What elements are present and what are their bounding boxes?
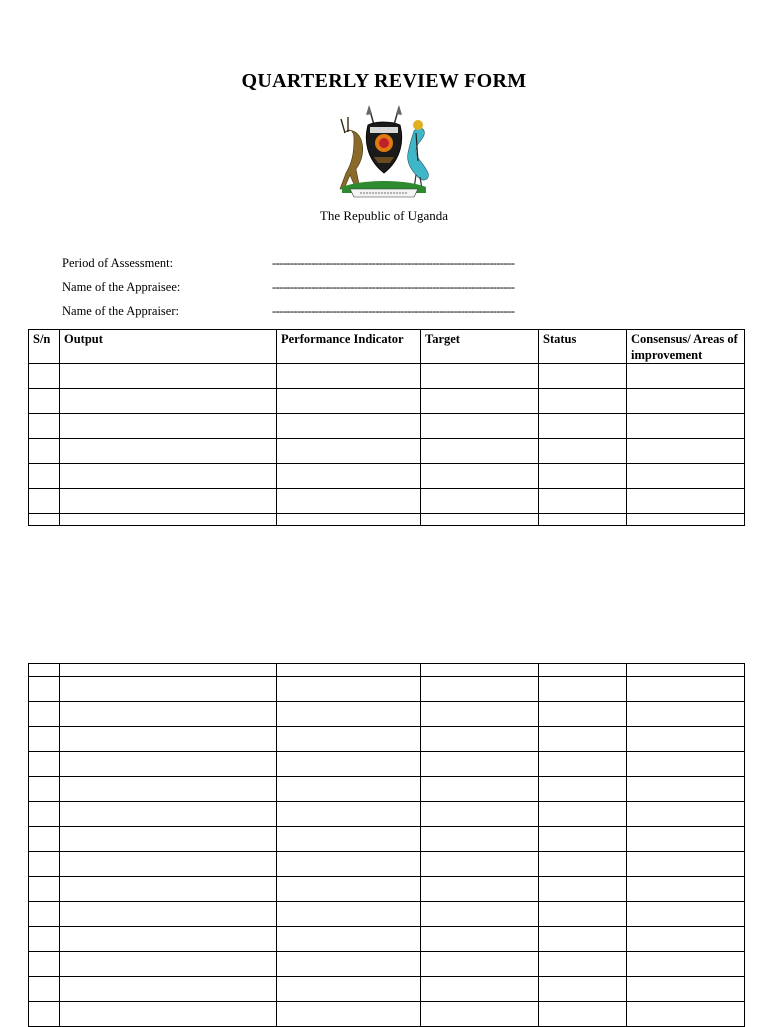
period-of-assessment-label: Period of Assessment: bbox=[62, 256, 174, 270]
uganda-coat-of-arms-icon bbox=[332, 103, 436, 199]
table-row bbox=[29, 852, 745, 877]
cell-status[interactable] bbox=[539, 677, 627, 702]
table-row bbox=[29, 464, 745, 489]
cell-sn[interactable] bbox=[29, 927, 60, 952]
table-row bbox=[29, 364, 745, 389]
cell-output[interactable] bbox=[60, 877, 277, 902]
cell-performance-indicator[interactable] bbox=[277, 514, 421, 526]
cell-target[interactable] bbox=[421, 977, 539, 1002]
cell-status[interactable] bbox=[539, 464, 627, 489]
period-of-assessment-input[interactable]: -------------------------------------------------------------------- bbox=[272, 256, 515, 270]
table-row bbox=[29, 1002, 745, 1027]
cell-consensus[interactable] bbox=[627, 852, 745, 877]
cell-target[interactable] bbox=[421, 414, 539, 439]
cell-output[interactable] bbox=[60, 952, 277, 977]
cell-performance-indicator[interactable] bbox=[277, 464, 421, 489]
cell-sn[interactable] bbox=[29, 514, 60, 526]
cell-sn[interactable] bbox=[29, 464, 60, 489]
appraisee-name-label: Name of the Appraisee: bbox=[62, 280, 181, 294]
cell-performance-indicator[interactable] bbox=[277, 927, 421, 952]
cell-target[interactable] bbox=[421, 439, 539, 464]
cell-output[interactable] bbox=[60, 364, 277, 389]
table-row bbox=[29, 952, 745, 977]
cell-consensus[interactable] bbox=[627, 702, 745, 727]
cell-status[interactable] bbox=[539, 752, 627, 777]
cell-consensus[interactable] bbox=[627, 777, 745, 802]
cell-target[interactable] bbox=[421, 827, 539, 852]
cell-output[interactable] bbox=[60, 777, 277, 802]
cell-status[interactable] bbox=[539, 514, 627, 526]
cell-output[interactable] bbox=[60, 489, 277, 514]
table-row bbox=[29, 677, 745, 702]
cell-performance-indicator[interactable] bbox=[277, 664, 421, 677]
cell-sn[interactable] bbox=[29, 852, 60, 877]
cell-target[interactable] bbox=[421, 389, 539, 414]
table-row bbox=[29, 664, 745, 677]
cell-consensus[interactable] bbox=[627, 389, 745, 414]
cell-status[interactable] bbox=[539, 439, 627, 464]
cell-target[interactable] bbox=[421, 514, 539, 526]
cell-performance-indicator[interactable] bbox=[277, 677, 421, 702]
cell-output[interactable] bbox=[60, 727, 277, 752]
table-row bbox=[29, 439, 745, 464]
cell-output[interactable] bbox=[60, 852, 277, 877]
cell-performance-indicator[interactable] bbox=[277, 414, 421, 439]
table-row bbox=[29, 702, 745, 727]
cell-sn[interactable] bbox=[29, 952, 60, 977]
table-row bbox=[29, 752, 745, 777]
cell-target[interactable] bbox=[421, 727, 539, 752]
cell-consensus[interactable] bbox=[627, 514, 745, 526]
cell-performance-indicator[interactable] bbox=[277, 439, 421, 464]
table-row bbox=[29, 489, 745, 514]
cell-performance-indicator[interactable] bbox=[277, 902, 421, 927]
cell-sn[interactable] bbox=[29, 802, 60, 827]
cell-performance-indicator[interactable] bbox=[277, 877, 421, 902]
cell-consensus[interactable] bbox=[627, 802, 745, 827]
cell-performance-indicator[interactable] bbox=[277, 389, 421, 414]
cell-performance-indicator[interactable] bbox=[277, 489, 421, 514]
cell-status[interactable] bbox=[539, 702, 627, 727]
table-row bbox=[29, 902, 745, 927]
column-header-sn: S/n bbox=[29, 330, 60, 364]
cell-target[interactable] bbox=[421, 927, 539, 952]
cell-target[interactable] bbox=[421, 802, 539, 827]
cell-consensus[interactable] bbox=[627, 439, 745, 464]
cell-consensus[interactable] bbox=[627, 364, 745, 389]
cell-sn[interactable] bbox=[29, 489, 60, 514]
cell-target[interactable] bbox=[421, 777, 539, 802]
table-row bbox=[29, 802, 745, 827]
cell-performance-indicator[interactable] bbox=[277, 802, 421, 827]
table-row bbox=[29, 927, 745, 952]
cell-output[interactable] bbox=[60, 902, 277, 927]
cell-target[interactable] bbox=[421, 877, 539, 902]
cell-performance-indicator[interactable] bbox=[277, 1002, 421, 1027]
appraiser-name-input[interactable]: -------------------------------------------------------------------- bbox=[272, 304, 515, 318]
cell-sn[interactable] bbox=[29, 439, 60, 464]
table-row bbox=[29, 414, 745, 439]
cell-status[interactable] bbox=[539, 902, 627, 927]
cell-status[interactable] bbox=[539, 664, 627, 677]
cell-consensus[interactable] bbox=[627, 1002, 745, 1027]
column-header-output: Output bbox=[60, 330, 277, 364]
cell-sn[interactable] bbox=[29, 1002, 60, 1027]
cell-status[interactable] bbox=[539, 852, 627, 877]
cell-performance-indicator[interactable] bbox=[277, 977, 421, 1002]
cell-target[interactable] bbox=[421, 464, 539, 489]
appraiser-name-label: Name of the Appraiser: bbox=[62, 304, 179, 318]
cell-consensus[interactable] bbox=[627, 927, 745, 952]
cell-target[interactable] bbox=[421, 364, 539, 389]
table-row bbox=[29, 727, 745, 752]
cell-target[interactable] bbox=[421, 702, 539, 727]
cell-performance-indicator[interactable] bbox=[277, 727, 421, 752]
table-row bbox=[29, 827, 745, 852]
cell-sn[interactable] bbox=[29, 902, 60, 927]
cell-output[interactable] bbox=[60, 514, 277, 526]
cell-consensus[interactable] bbox=[627, 952, 745, 977]
column-header-performance-indicator: Performance Indicator bbox=[277, 330, 421, 364]
review-table-continued bbox=[28, 663, 745, 1027]
cell-output[interactable] bbox=[60, 927, 277, 952]
cell-target[interactable] bbox=[421, 852, 539, 877]
cell-output[interactable] bbox=[60, 702, 277, 727]
cell-status[interactable] bbox=[539, 877, 627, 902]
cell-output[interactable] bbox=[60, 677, 277, 702]
cell-sn[interactable] bbox=[29, 702, 60, 727]
table-row bbox=[29, 514, 745, 526]
cell-consensus[interactable] bbox=[627, 727, 745, 752]
cell-target[interactable] bbox=[421, 677, 539, 702]
cell-output[interactable] bbox=[60, 464, 277, 489]
cell-target[interactable] bbox=[421, 1002, 539, 1027]
cell-sn[interactable] bbox=[29, 727, 60, 752]
country-subtitle: The Republic of Uganda bbox=[319, 208, 449, 223]
cell-status[interactable] bbox=[539, 489, 627, 514]
cell-consensus[interactable] bbox=[627, 827, 745, 852]
cell-consensus[interactable] bbox=[627, 464, 745, 489]
cell-status[interactable] bbox=[539, 952, 627, 977]
cell-sn[interactable] bbox=[29, 777, 60, 802]
cell-consensus[interactable] bbox=[627, 664, 745, 677]
cell-status[interactable] bbox=[539, 414, 627, 439]
cell-performance-indicator[interactable] bbox=[277, 852, 421, 877]
cell-output[interactable] bbox=[60, 752, 277, 777]
cell-status[interactable] bbox=[539, 727, 627, 752]
cell-performance-indicator[interactable] bbox=[277, 364, 421, 389]
cell-consensus[interactable] bbox=[627, 977, 745, 1002]
review-table bbox=[28, 329, 745, 526]
cell-status[interactable] bbox=[539, 389, 627, 414]
cell-status[interactable] bbox=[539, 927, 627, 952]
cell-sn[interactable] bbox=[29, 414, 60, 439]
cell-target[interactable] bbox=[421, 489, 539, 514]
appraisee-name-input[interactable]: -------------------------------------------------------------------- bbox=[272, 280, 515, 294]
cell-consensus[interactable] bbox=[627, 752, 745, 777]
table-row bbox=[29, 389, 745, 414]
cell-consensus[interactable] bbox=[627, 677, 745, 702]
cell-sn[interactable] bbox=[29, 664, 60, 677]
cell-output[interactable] bbox=[60, 414, 277, 439]
cell-sn[interactable] bbox=[29, 827, 60, 852]
cell-output[interactable] bbox=[60, 827, 277, 852]
cell-performance-indicator[interactable] bbox=[277, 777, 421, 802]
cell-sn[interactable] bbox=[29, 752, 60, 777]
cell-sn[interactable] bbox=[29, 677, 60, 702]
column-header-consensus: Consensus/ Areas of improvement bbox=[627, 330, 745, 364]
cell-target[interactable] bbox=[421, 664, 539, 677]
cell-target[interactable] bbox=[421, 752, 539, 777]
cell-sn[interactable] bbox=[29, 877, 60, 902]
cell-performance-indicator[interactable] bbox=[277, 702, 421, 727]
cell-output[interactable] bbox=[60, 977, 277, 1002]
cell-performance-indicator[interactable] bbox=[277, 952, 421, 977]
cell-status[interactable] bbox=[539, 777, 627, 802]
cell-status[interactable] bbox=[539, 1002, 627, 1027]
page-title: QUARTERLY REVIEW FORM bbox=[241, 70, 527, 92]
column-header-target: Target bbox=[421, 330, 539, 364]
cell-performance-indicator[interactable] bbox=[277, 827, 421, 852]
cell-consensus[interactable] bbox=[627, 877, 745, 902]
cell-status[interactable] bbox=[539, 977, 627, 1002]
cell-sn[interactable] bbox=[29, 977, 60, 1002]
cell-status[interactable] bbox=[539, 827, 627, 852]
table-header-row bbox=[29, 330, 745, 364]
cell-target[interactable] bbox=[421, 902, 539, 927]
cell-sn[interactable] bbox=[29, 364, 60, 389]
cell-output[interactable] bbox=[60, 439, 277, 464]
cell-output[interactable] bbox=[60, 389, 277, 414]
column-header-status: Status bbox=[539, 330, 627, 364]
cell-consensus[interactable] bbox=[627, 902, 745, 927]
table-row bbox=[29, 777, 745, 802]
cell-output[interactable] bbox=[60, 664, 277, 677]
cell-sn[interactable] bbox=[29, 389, 60, 414]
cell-target[interactable] bbox=[421, 952, 539, 977]
cell-consensus[interactable] bbox=[627, 414, 745, 439]
cell-output[interactable] bbox=[60, 1002, 277, 1027]
table-row bbox=[29, 877, 745, 902]
table-row bbox=[29, 977, 745, 1002]
cell-output[interactable] bbox=[60, 802, 277, 827]
cell-performance-indicator[interactable] bbox=[277, 752, 421, 777]
cell-consensus[interactable] bbox=[627, 489, 745, 514]
cell-status[interactable] bbox=[539, 802, 627, 827]
cell-status[interactable] bbox=[539, 364, 627, 389]
